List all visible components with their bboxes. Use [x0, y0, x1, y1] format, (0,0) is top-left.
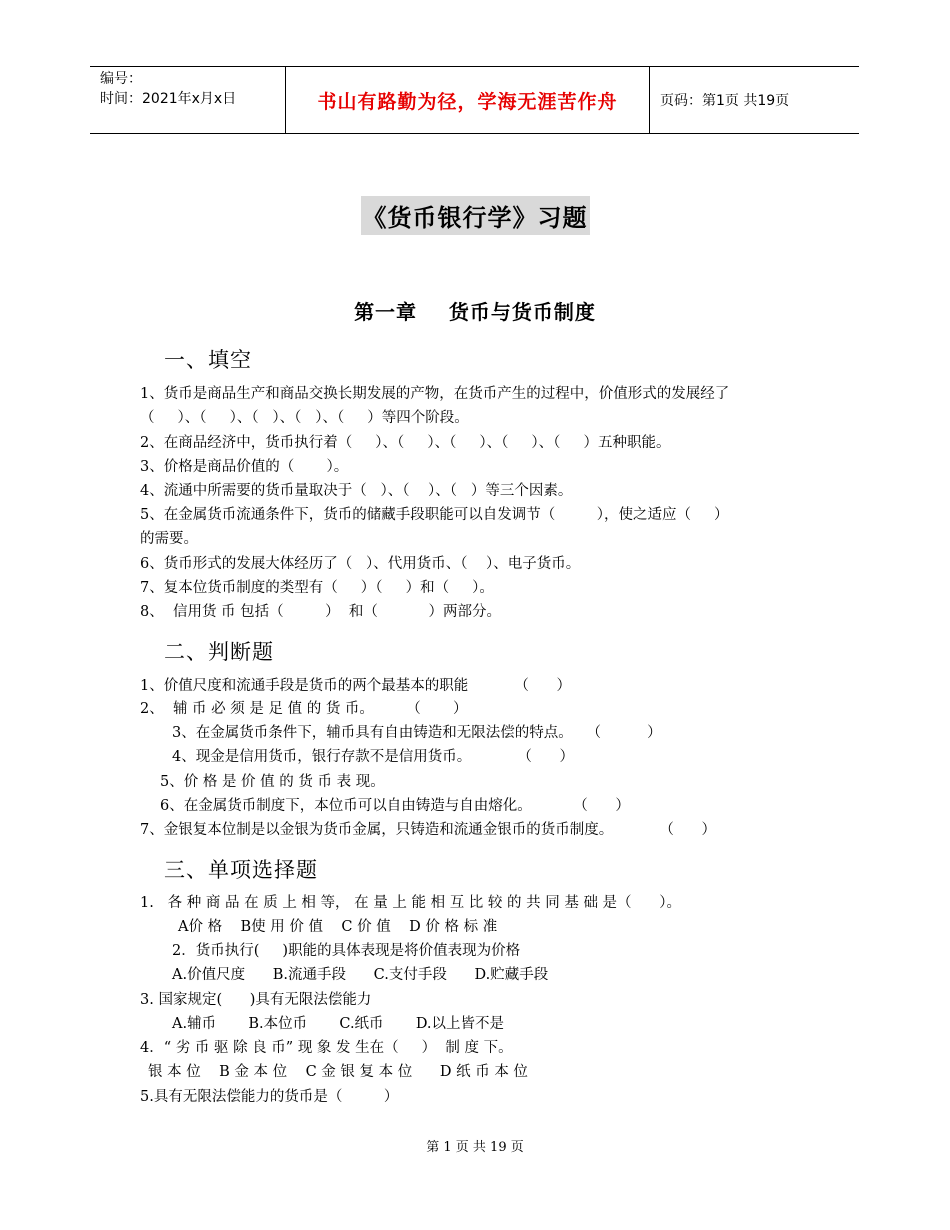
header-page-info: 页码：第1页 共19页 — [660, 93, 790, 109]
question-line: 5、价 格 是 价 值 的 货 币 表 现。 — [160, 774, 385, 790]
section-heading-single-choice: 三、单项选择题 — [164, 858, 318, 882]
question-line: 7、金银复本位制是以金银为货币金属，只铸造和流通金银币的货币制度。 （ ） — [140, 822, 716, 838]
question-line: 6、在金属货币制度下，本位币可以自由铸造与自由熔化。 （ ） — [160, 798, 630, 814]
question-line: 2、 辅 币 必 须 是 足 值 的 货 币。 （ ） — [140, 701, 468, 717]
question-line: 3. 国家规定( )具有无限法偿能力 — [140, 992, 372, 1008]
question-line: 4．“ 劣 币 驱 除 良 币” 现 象 发 生在（ ） 制 度 下。 — [140, 1040, 513, 1056]
option-line: A.价值尺度 B.流通手段 C.支付手段 D.贮藏手段 — [172, 967, 549, 983]
section-heading-true-false: 二、判断题 — [164, 640, 274, 664]
question-line: 的需要。 — [140, 531, 198, 547]
number-label: 编号： — [100, 71, 142, 87]
page-header — [90, 66, 859, 134]
document-title-wrap — [0, 196, 950, 235]
option-line: A价 格 B使 用 价 值 C 价 值 D 价 格 标 准 — [178, 919, 498, 935]
chapter-heading: 第一章 货币与货币制度 — [354, 300, 596, 324]
question-line: 3、在金属货币条件下，辅币具有自由铸造和无限法偿的特点。 （ ） — [172, 725, 662, 741]
time-label: 时间：2021年x月x日 — [100, 91, 237, 107]
question-line: 2．货币执行( )职能的具体表现是将价值表现为价格 — [172, 943, 521, 959]
header-meta — [90, 67, 286, 133]
question-line: 2、在商品经济中，货币执行着（ ）、（ ）、（ ）、（ ）、（ ）五种职能。 — [140, 435, 671, 451]
option-line: 银 本 位 B 金 本 位 C 金 银 复 本 位 D 纸 币 本 位 — [148, 1064, 528, 1080]
question-line: 1、价值尺度和流通手段是货币的两个最基本的职能 （ ） — [140, 678, 571, 694]
option-line: A.辅币 B.本位币 C.纸币 D.以上皆不是 — [172, 1016, 505, 1032]
question-line: 4、现金是信用货币，银行存款不是信用货币。 （ ） — [172, 749, 574, 765]
question-line: 5、在金属货币流通条件下，货币的储藏手段职能可以自发调节（ ），使之适应（ ） — [140, 507, 729, 523]
question-line: 7、复本位货币制度的类型有（ ）（ ）和（ ）。 — [140, 580, 494, 596]
question-line: 4、流通中所需要的货币量取决于（ ）、（ ）、（ ）等三个因素。 — [140, 483, 573, 499]
section-heading-fill-blank: 一、填空 — [164, 348, 252, 372]
question-line: 6、货币形式的发展大体经历了（ ）、代用货币、（ ）、电子货币。 — [140, 556, 581, 572]
question-line: 1. 各 种 商 品 在 质 上 相 等， 在 量 上 能 相 互 比 较 的 共 同 基 础 是（ ）。 — [140, 895, 681, 911]
question-line: 3、价格是商品价值的（ ）。 — [140, 459, 349, 475]
header-motto: 书山有路勤为径，学海无涯苦作舟 — [286, 67, 650, 133]
document-title: 《货币银行学》习题 — [361, 196, 590, 235]
question-line: （ ）、（ ）、（ ）、（ ）、（ ）等四个阶段。 — [140, 410, 469, 426]
question-line: 1、货币是商品生产和商品交换长期发展的产物，在货币产生的过程中，价值形式的发展经了 — [140, 386, 730, 402]
question-line: 5.具有无限法偿能力的货币是（ ） — [140, 1089, 399, 1105]
question-line: 8、 信用货 币 包括（ ） 和（ ）两部分。 — [140, 604, 502, 620]
page-footer: 第 1 页 共 19 页 — [426, 1140, 524, 1155]
